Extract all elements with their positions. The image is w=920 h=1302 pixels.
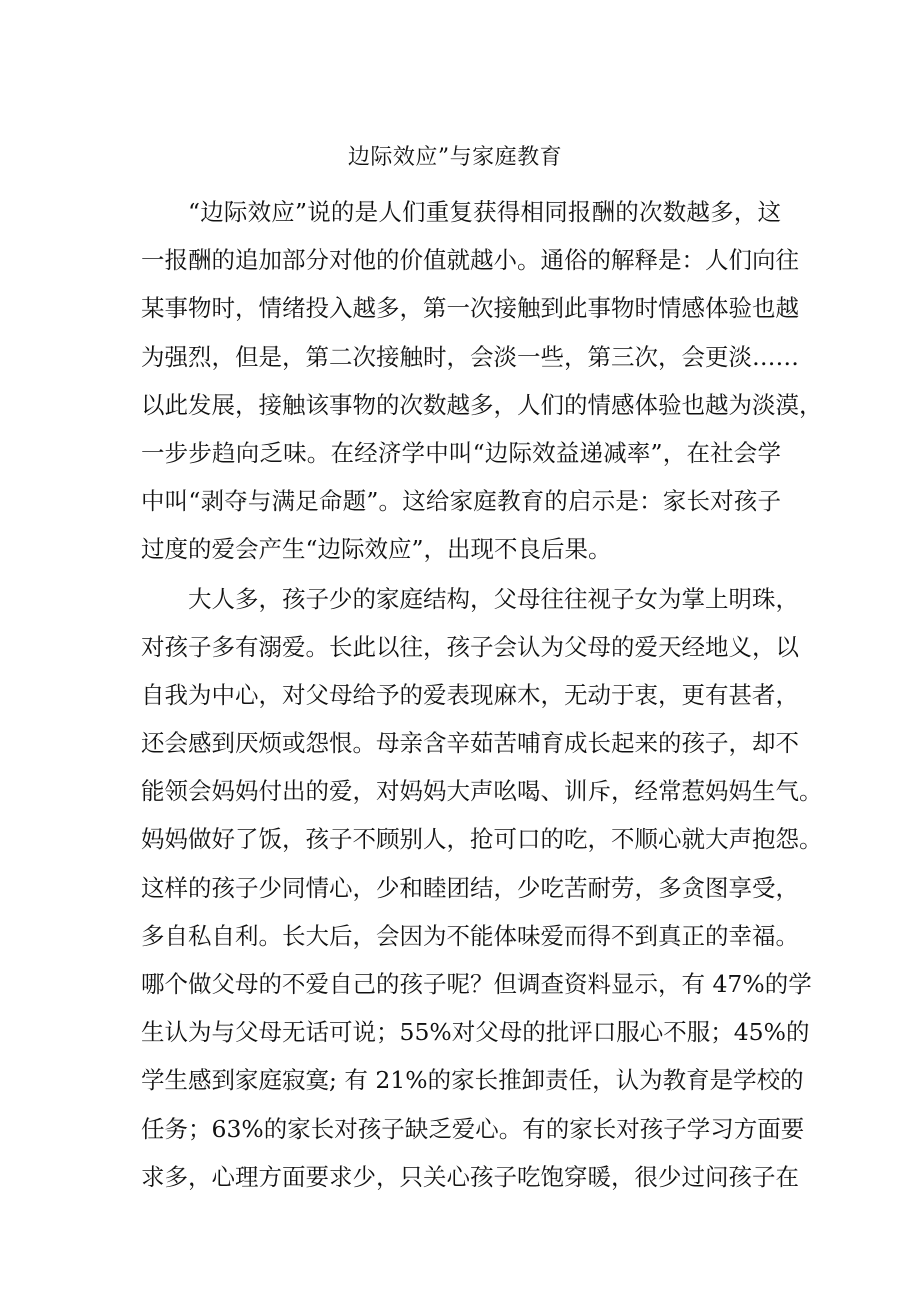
text-line: 对孩子多有溺爱。长此以往，孩子会认为父母的爱天经地义，以	[141, 632, 799, 661]
text-line: 为强烈，但是，第二次接触时，会淡一些，第三次，会更淡……	[141, 342, 799, 371]
text-line: 一报酬的追加部分对他的价值就越小。通俗的解释是：人们向往	[141, 246, 799, 275]
paragraph-2	[141, 575, 823, 1201]
text-line: 妈妈做好了饭，孩子不顾别人，抢可口的吃，不顺心就大声抱怨。	[141, 825, 823, 854]
text-line: 这样的孩子少同情心，少和睦团结，少吃苦耐劳，多贪图享受，	[141, 873, 799, 902]
document-title: 边际效应”与家庭教育	[347, 145, 563, 170]
text-line: 哪个做父母的不爱自己的孩子呢？但调查资料显示，有 47%的学	[141, 970, 812, 998]
text-line: 过度的爱会产生“边际效应”，出现不良后果。	[141, 535, 612, 564]
text-line: 求多，心理方面要求少，只关心孩子吃饱穿暖，很少过问孩子在	[141, 1162, 799, 1191]
text-line: 大人多，孩子少的家庭结构，父母往往视子女为掌上明珠，	[188, 584, 799, 613]
text-line: 中叫“剥夺与满足命题”。这给家庭教育的启示是：家长对孩子	[141, 487, 781, 516]
text-line: 自我为中心，对父母给予的爱表现麻木，无动于衷，更有甚者，	[141, 680, 799, 709]
text-line: “边际效应”说的是人们重复获得相同报酬的次数越多，这	[188, 198, 781, 226]
document-body	[141, 188, 823, 1201]
text-line: 一步步趋向乏味。在经济学中叫“边际效益递减率”，在社会学	[141, 438, 781, 467]
text-line: 多自私自利。长大后，会因为不能体味爱而得不到真正的幸福。	[141, 921, 799, 950]
text-line: 学生感到家庭寂寞; 有 21%的家长推卸责任，认为教育是学校的	[141, 1066, 804, 1095]
paragraph-1	[141, 188, 823, 574]
text-line: 某事物时，情绪投入越多，第一次接触到此事物时情感体验也越	[141, 294, 799, 323]
text-line: 还会感到厌烦或怨恨。母亲含辛茹苦哺育成长起来的孩子，却不	[141, 729, 799, 758]
text-line: 能领会妈妈付出的爱，对妈妈大声吆喝、训斥，经常惹妈妈生气。	[141, 777, 823, 806]
text-line: 生认为与父母无话可说；55%对父母的批评口服心不服；45%的	[141, 1018, 810, 1047]
text-line: 任务；63%的家长对孩子缺乏爱心。有的家长对孩子学习方面要	[141, 1114, 805, 1143]
text-line: 以此发展，接触该事物的次数越多，人们的情感体验也越为淡漠，	[141, 390, 823, 419]
